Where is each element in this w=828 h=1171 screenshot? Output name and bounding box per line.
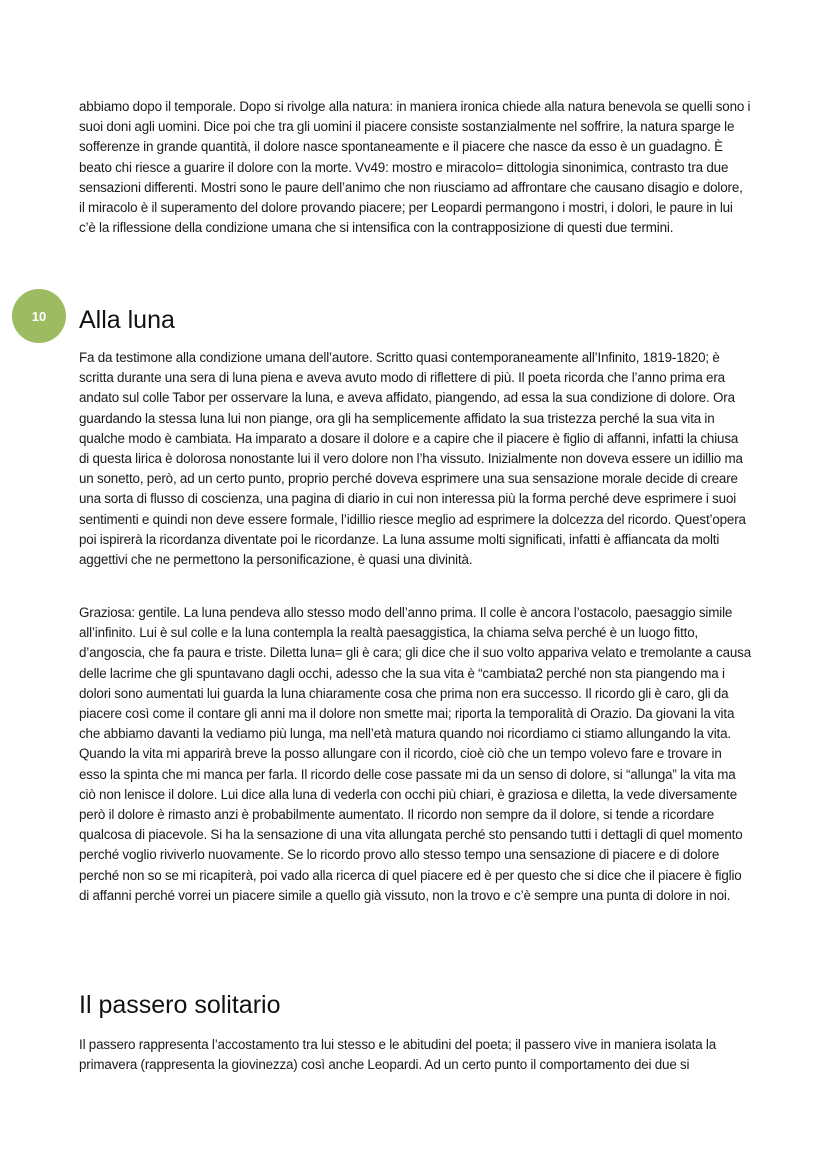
alla-luna-paragraph-1: Fa da testimone alla condizione umana dell’autore. Scritto quasi contemporaneamente all’Infinito, 1819-1820; è scritta durante una sera di luna piena e aveva avuto modo di riflettere di più. Il poeta ricorda che l’anno prima era andato sul colle Tabor per osservare la luna, e aveva affidato, piangendo, ad essa la sua condizione di dolore. Ora guardando la stessa luna lui non piange, ora gli ha semplicemente affidato la sua tristezza perché la sua vita in qualche modo è cambiata. Ha imparato a dosare il dolore e a capire che il piacere è figlio di affanni, infatti la chiusa di questa lirica è dolorosa nonostante lui il vero dolore non l’ha vissuto. Inizialmente non doveva essere un idillio ma un sonetto, però, ad un certo punto, proprio perché doveva esprimere una sua sensazione morale decide di creare una sorta di flusso di coscienza, una pagina di diario in cui non interessa più la forma perché deve esprimere i suoi sentimenti e quindi non deve essere formale, l’idillio riesce meglio ad esprimere la dolcezza del ricordo. Quest’opera poi ispirerà la ricordanza diventate poi le ricordanze. La luna assume molti significati, infatti è affiancata da molti aggettivi che ne permettono la personificazione, è quasi una divinità. xyxy=(79,350,746,568)
top-paragraph: abbiamo dopo il temporale. Dopo si rivolge alla natura: in maniera ironica chiede alla natura benevola se quelli sono i suoi doni agli uomini. Dice poi che tra gli uomini il piacere consiste sostanzialmente nel soffrire, la natura sparge le sofferenze in grande quantità, il dolore nasce spontaneamente e il piacere che nasce da esso è un guadagno. È beato chi riesce a guarire il dolore con la morte. Vv49: mostro e miracolo= dittologia sinonimica, contrasto tra due sensazioni differenti. Mostri sono le paure dell’animo che non riusciamo ad affrontare che causano disagio e dolore, il miracolo è il superamento del dolore provando piacere; per Leopardi permangono i mostri, i dolori, le paure in lui c’è la riflessione della condizione umana che si intensifica con la contrapposizione di questi due termini. xyxy=(79,99,751,236)
alla-luna-paragraph-2: Graziosa: gentile. La luna pendeva allo stesso modo dell’anno prima. Il colle è ancora l’ostacolo, paesaggio simile all’infinito. Lui è sul colle e la luna contempla la realtà paesaggistica, la chiama selva perché è un luogo fitto, d’angoscia, che fa paura e triste. Diletta luna= gli è cara; gli dice che il suo volto appariva velato e tremolante a causa delle lacrime che gli spuntavano dagli occhi, adesso che la sua vita è “cambiata2 perché non sta piangendo ma i dolori sono aumentati lui guarda la luna chiaramente cosa che prima non era successo. Il ricordo gli è caro, gli da piacere così come il contare gli anni ma il dolore non smette mai; riporta la temporalità di Orazio. Da giovani la vita che abbiamo davanti la vediamo più lunga, ma nell’età matura quando noi ricordiamo ci stiamo allungando la vita. Quando la vita mi apparirà breve la posso allungare con il ricordo, cioè ciò che un tempo volevo fare e trovare in esso la spinta che mi manca per farla. Il ricordo delle cose passate mi da un senso di dolore, si “allunga” la vita ma ciò non lenisce il dolore. Lui dice alla luna di vederla con occhi più chiari, è graziosa e diletta, la vede diversamente però il dolore è rimasto anzi è probabilmente aumentato. Il ricordo non sempre da il dolore, si tende a ricordare qualcosa di piacevole. Si ha la sensazione di una vita allungata perché sto pensando tutti i dettagli di quel momento perché voglio riviverlo nuovamente. Se lo ricordo provo allo stesso tempo una sensazione di piacere e di dolore perché non so se mi ricapiterà, poi vado alla ricerca di quel piacere ed è per questo che si dice che il piacere è figlio di affanni perché vorrei un piacere simile a quello già vissuto, non la trovo e c’è sempre una punta di dolore in noi. xyxy=(79,605,752,903)
section-title-alla-luna: Alla luna xyxy=(79,306,175,334)
section-title-passero-solitario: Il passero solitario xyxy=(79,991,281,1019)
passero-paragraph-1: Il passero rappresenta l’accostamento tra lui stesso e le abitudini del poeta; il passero vive in maniera isolata la primavera (rappresenta la giovinezza) così anche Leopardi. Ad un certo punto il comportamento dei due si xyxy=(79,1037,716,1073)
section-number-badge: 10 xyxy=(12,289,66,343)
